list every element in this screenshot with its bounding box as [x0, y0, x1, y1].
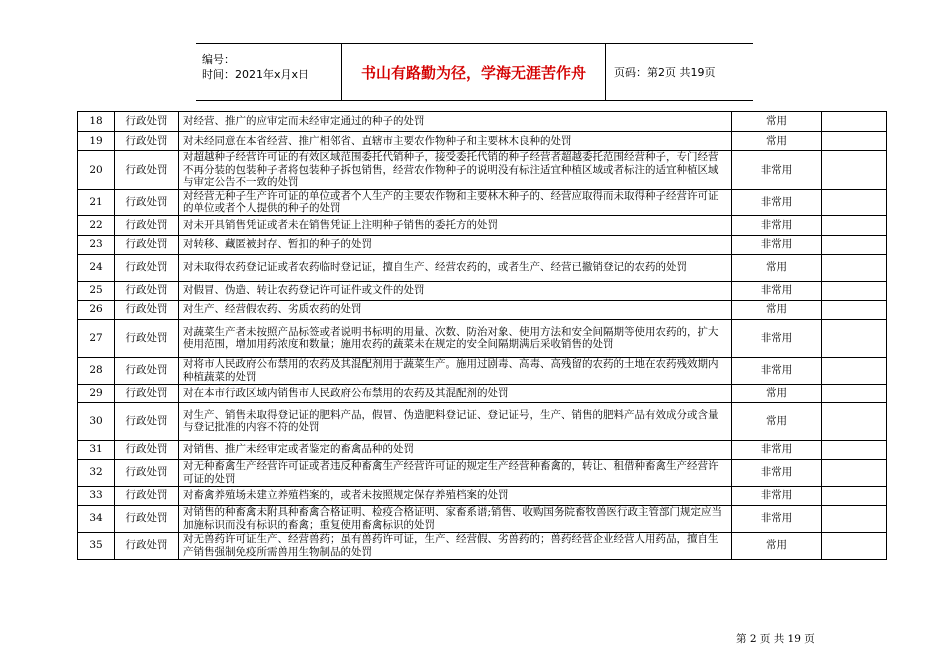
table-row [78, 281, 887, 300]
row-blank-cell [822, 440, 887, 459]
row-number: 26 [78, 300, 115, 319]
row-blank-cell [822, 384, 887, 402]
row-description: 对蔬菜生产者未按照产品标签或者说明书标明的用量、次数、防治对象、使用方法和安全间隔期等使用农药的，扩大使用范围，增加用药浓度和数量；施用农药的蔬菜未在规定的安全间隔期满后采收销售的处罚 [179, 319, 732, 357]
table-row [78, 505, 887, 532]
row-description: 对转移、藏匿被封存、暂扣的种子的处罚 [179, 235, 732, 254]
row-category: 行政处罚 [115, 300, 179, 319]
row-blank-cell [822, 189, 887, 215]
row-description: 对未开具销售凭证或者未在销售凭证上注明种子销售的委托方的处罚 [179, 215, 732, 235]
row-number: 18 [78, 112, 115, 132]
table-row [78, 402, 887, 440]
row-description: 对未经同意在本省经营、推广相邻省、直辖市主要农作物种子和主要林木良种的处罚 [179, 132, 732, 151]
row-description: 对无兽药许可证生产、经营兽药；虽有兽药许可证，生产、经营假、劣兽药的；兽药经营企业经营人用药品，擅自生产销售强制免疫所需兽用生物制品的处罚 [179, 532, 732, 559]
number-label: 编号： [202, 53, 235, 66]
row-category: 行政处罚 [115, 235, 179, 254]
table-row [78, 215, 887, 235]
row-blank-cell [822, 151, 887, 190]
row-usage: 非常用 [732, 440, 822, 459]
row-description: 对生产、经营假农药、劣质农药的处罚 [179, 300, 732, 319]
table-row [78, 357, 887, 384]
row-category: 行政处罚 [115, 189, 179, 215]
row-usage: 非常用 [732, 459, 822, 486]
row-description: 对将市人民政府公布禁用的农药及其混配剂用于蔬菜生产。施用过剧毒、高毒、高残留的农药的土地在农药残效期内种植蔬菜的处罚 [179, 357, 732, 384]
row-usage: 非常用 [732, 151, 822, 190]
row-category: 行政处罚 [115, 384, 179, 402]
page-footer: 第 2 页 共 19 页 [736, 633, 815, 645]
row-usage: 常用 [732, 384, 822, 402]
row-number: 27 [78, 319, 115, 357]
row-number: 25 [78, 281, 115, 300]
row-number: 29 [78, 384, 115, 402]
row-blank-cell [822, 486, 887, 505]
row-number: 34 [78, 505, 115, 532]
row-category: 行政处罚 [115, 319, 179, 357]
row-category: 行政处罚 [115, 132, 179, 151]
row-category: 行政处罚 [115, 254, 179, 281]
row-usage: 常用 [732, 402, 822, 440]
row-usage: 非常用 [732, 281, 822, 300]
table-row [78, 319, 887, 357]
row-category: 行政处罚 [115, 357, 179, 384]
row-description: 对畜禽养殖场未建立养殖档案的，或者未按照规定保存养殖档案的处罚 [179, 486, 732, 505]
row-number: 22 [78, 215, 115, 235]
row-blank-cell [822, 215, 887, 235]
row-description: 对经营、推广的应审定而未经审定通过的种子的处罚 [179, 112, 732, 132]
row-blank-cell [822, 300, 887, 319]
row-blank-cell [822, 459, 887, 486]
row-usage: 非常用 [732, 486, 822, 505]
row-blank-cell [822, 532, 887, 559]
row-number: 31 [78, 440, 115, 459]
row-category: 行政处罚 [115, 402, 179, 440]
row-usage: 非常用 [732, 215, 822, 235]
row-description: 对经营无种子生产许可证的单位或者个人生产的主要农作物和主要林木种子的、经营应取得而未取得种子经营许可证的单位或者个人提供的种子的处罚 [179, 189, 732, 215]
row-blank-cell [822, 132, 887, 151]
row-usage: 非常用 [732, 189, 822, 215]
row-number: 20 [78, 151, 115, 190]
row-blank-cell [822, 281, 887, 300]
row-description: 对生产、销售未取得登记证的肥料产品，假冒、伪造肥料登记证、登记证号，生产、销售的肥料产品有效成分或含量与登记批准的内容不符的处罚 [179, 402, 732, 440]
row-number: 23 [78, 235, 115, 254]
row-category: 行政处罚 [115, 459, 179, 486]
table-row [78, 189, 887, 215]
row-category: 行政处罚 [115, 486, 179, 505]
row-category: 行政处罚 [115, 112, 179, 132]
row-usage: 非常用 [732, 357, 822, 384]
row-number: 24 [78, 254, 115, 281]
row-usage: 常用 [732, 254, 822, 281]
table-row [78, 440, 887, 459]
row-description: 对在本市行政区域内销售市人民政府公布禁用的农药及其混配剂的处罚 [179, 384, 732, 402]
row-usage: 常用 [732, 132, 822, 151]
row-blank-cell [822, 254, 887, 281]
row-usage: 常用 [732, 300, 822, 319]
time-label: 时间：2021年x月x日 [202, 68, 310, 81]
table-row [78, 459, 887, 486]
row-number: 28 [78, 357, 115, 384]
row-number: 35 [78, 532, 115, 559]
row-description: 对假冒、伪造、转让农药登记许可证件或文件的处罚 [179, 281, 732, 300]
table-row [78, 112, 887, 132]
table-row [78, 300, 887, 319]
row-blank-cell [822, 402, 887, 440]
page-header [196, 43, 753, 101]
row-description: 对未取得农药登记证或者农药临时登记证，擅自生产、经营农药的，或者生产、经营已撤销登记的农药的处罚 [179, 254, 732, 281]
row-number: 21 [78, 189, 115, 215]
penalty-table [77, 111, 887, 560]
motto: 书山有路勤为径，学海无涯苦作舟 [342, 44, 606, 100]
row-category: 行政处罚 [115, 505, 179, 532]
row-usage: 非常用 [732, 319, 822, 357]
row-blank-cell [822, 235, 887, 254]
table-row [78, 132, 887, 151]
table-row [78, 151, 887, 190]
table-row [78, 254, 887, 281]
row-blank-cell [822, 357, 887, 384]
table-row [78, 486, 887, 505]
row-category: 行政处罚 [115, 532, 179, 559]
row-description: 对超越种子经营许可证的有效区域范围委托代销种子，接受委托代销的种子经营者超越委托范围经营种子，专门经营不再分装的包装种子者将包装种子拆包销售，经营农作物种子的说明没有标注适宜种植区域或者标注的适宜种植区域与审定公告不一致的处罚 [179, 151, 732, 190]
table-row [78, 384, 887, 402]
row-usage: 非常用 [732, 235, 822, 254]
row-category: 行政处罚 [115, 281, 179, 300]
table-row [78, 235, 887, 254]
header-meta [196, 44, 342, 100]
row-usage: 常用 [732, 112, 822, 132]
row-usage: 常用 [732, 532, 822, 559]
row-number: 32 [78, 459, 115, 486]
row-blank-cell [822, 319, 887, 357]
row-category: 行政处罚 [115, 215, 179, 235]
page-code: 页码：第2页 共19页 [614, 66, 716, 79]
row-number: 30 [78, 402, 115, 440]
table-row [78, 532, 887, 559]
row-number: 19 [78, 132, 115, 151]
row-blank-cell [822, 112, 887, 132]
row-blank-cell [822, 505, 887, 532]
row-category: 行政处罚 [115, 440, 179, 459]
row-description: 对销售、推广未经审定或者鉴定的畜禽品种的处罚 [179, 440, 732, 459]
row-description: 对无种畜禽生产经营许可证或者违反种畜禽生产经营许可证的规定生产经营种畜禽的，转让、租借种畜禽生产经营许可证的处罚 [179, 459, 732, 486]
row-usage: 非常用 [732, 505, 822, 532]
row-category: 行政处罚 [115, 151, 179, 190]
row-number: 33 [78, 486, 115, 505]
row-description: 对销售的种畜禽未附具种畜禽合格证明、检疫合格证明、家畜系谱;销售、收购国务院畜牧兽医行政主管部门规定应当加施标识而没有标识的畜禽；重复使用畜禽标识的处罚 [179, 505, 732, 532]
